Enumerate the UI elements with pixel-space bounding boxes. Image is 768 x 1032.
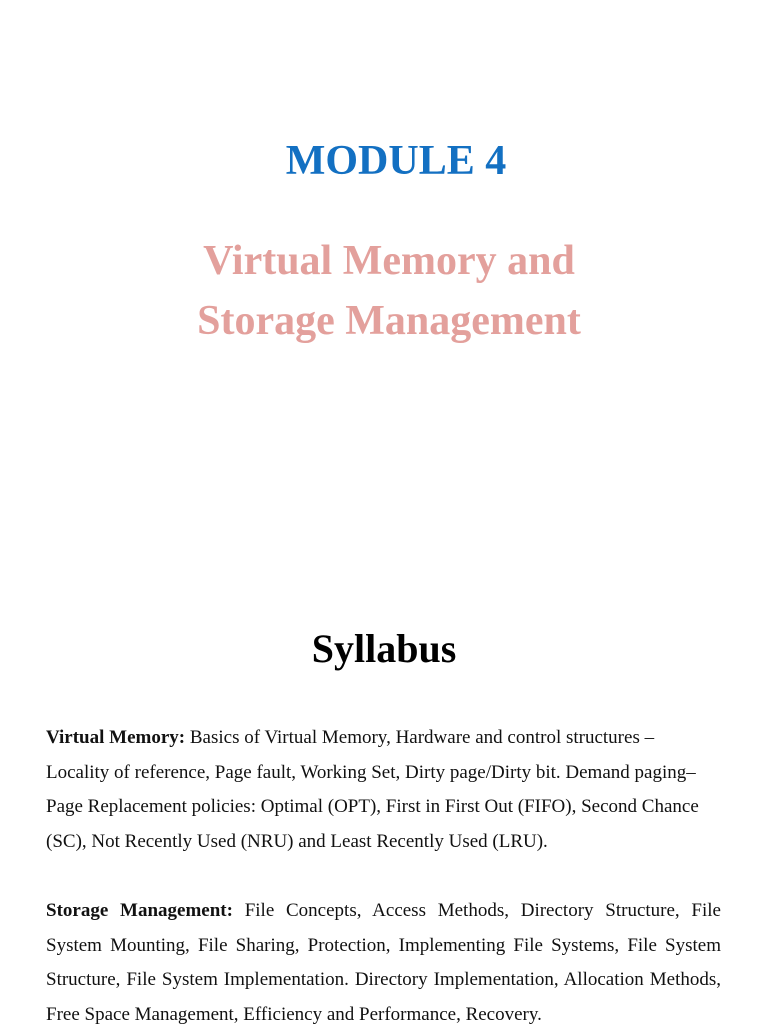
syllabus-heading: Syllabus [311,626,457,671]
module-subtitle [0,231,768,351]
storage-management-text: File Concepts, Access Methods, Directory Structure, File System Mounting, File Sharing, Protection, Implementing File Systems, File System Structure, File System Implementation. Directory Implementation, Allocation Methods, Free Space Management, Efficiency and Performance, Recovery. [46,900,721,1025]
module-subtitle-line-1: Virtual Memory and [203,238,575,284]
virtual-memory-text: Basics of Virtual Memory, Hardware and control structures – Locality of reference, Page fault, Working Set, Dirty page/Dirty bit. Demand paging– Page Replacement policies: Optimal (OPT), First in First Out (FIFO), Second Chance (SC), Not Recently Used (NRU) and Least Recently Used (LRU). [46,727,699,852]
module-title: MODULE 4 [285,138,507,184]
syllabus-virtual-memory-paragraph [46,721,721,859]
virtual-memory-label: Virtual Memory: [46,727,186,748]
storage-management-label: Storage Management: [46,900,233,921]
module-subtitle-line-2: Storage Management [197,298,581,344]
syllabus-storage-management-paragraph [46,894,721,1032]
